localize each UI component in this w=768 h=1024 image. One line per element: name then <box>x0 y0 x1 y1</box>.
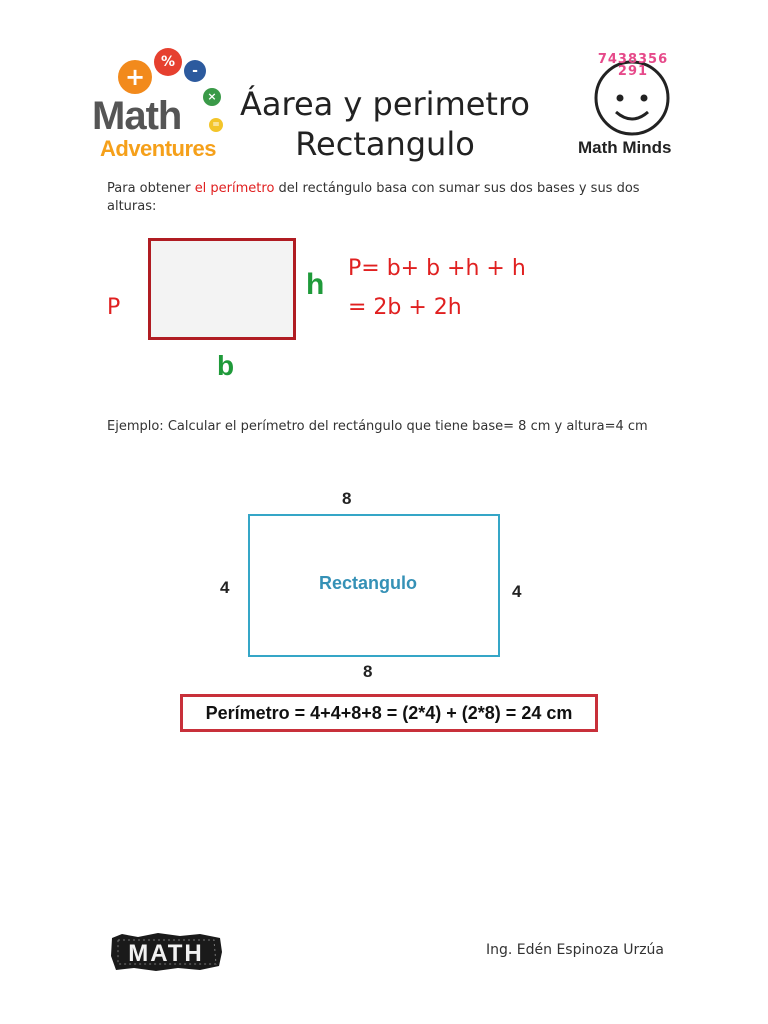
dimension-bottom: 8 <box>363 662 373 681</box>
rectangle-label: Rectangulo <box>319 573 418 593</box>
dimension-top: 8 <box>342 489 352 508</box>
label-h: h <box>306 268 325 301</box>
math-badge-text: MATH <box>128 940 204 967</box>
minus-ball-icon: - <box>184 60 206 82</box>
math-adventures-logo <box>88 46 238 166</box>
equals-ball-icon: = <box>209 118 223 132</box>
logo-adventures-text: Adventures <box>100 136 217 161</box>
page-title <box>230 84 540 164</box>
number-hair-digits: 7438356291 <box>597 52 669 79</box>
plus-ball-icon: + <box>118 60 152 94</box>
author-name: Ing. Edén Espinoza Urzúa <box>486 942 664 958</box>
times-ball-icon: × <box>203 88 221 106</box>
math-badge-logo <box>108 932 224 972</box>
intro-text-2: del rectángulo basa con sumar sus dos bases y sus dos alturas: <box>107 181 640 214</box>
title-line-2: Rectangulo <box>295 125 475 163</box>
dimension-left: 4 <box>220 578 230 597</box>
logo-math-minds-text: Math Minds <box>578 138 672 157</box>
intro-highlight: el perímetro <box>194 181 275 196</box>
perimeter-result-box: Perímetro = 4+4+8+8 = (2*4) + (2*8) = 24 cm <box>180 694 598 732</box>
example-figure <box>160 478 620 758</box>
dimension-right: 4 <box>512 582 522 601</box>
math-minds-logo <box>574 50 690 162</box>
intro-text-1: Para obtener <box>107 181 195 196</box>
formula-line-2: = 2b + 2h <box>348 295 462 320</box>
logo-math-text: Math <box>92 94 182 138</box>
label-b: b <box>217 350 235 381</box>
percent-ball-icon: % <box>154 48 182 76</box>
generic-rectangle <box>148 238 296 340</box>
example-paragraph: Ejemplo: Calcular el perímetro del rectángulo que tiene base= 8 cm y altura=4 cm <box>107 419 648 434</box>
intro-paragraph <box>107 180 667 216</box>
formula-line-1: P= b+ b +h + h <box>348 256 526 281</box>
label-p: P <box>107 295 121 320</box>
title-line-1: Áarea y perimetro <box>239 85 530 123</box>
